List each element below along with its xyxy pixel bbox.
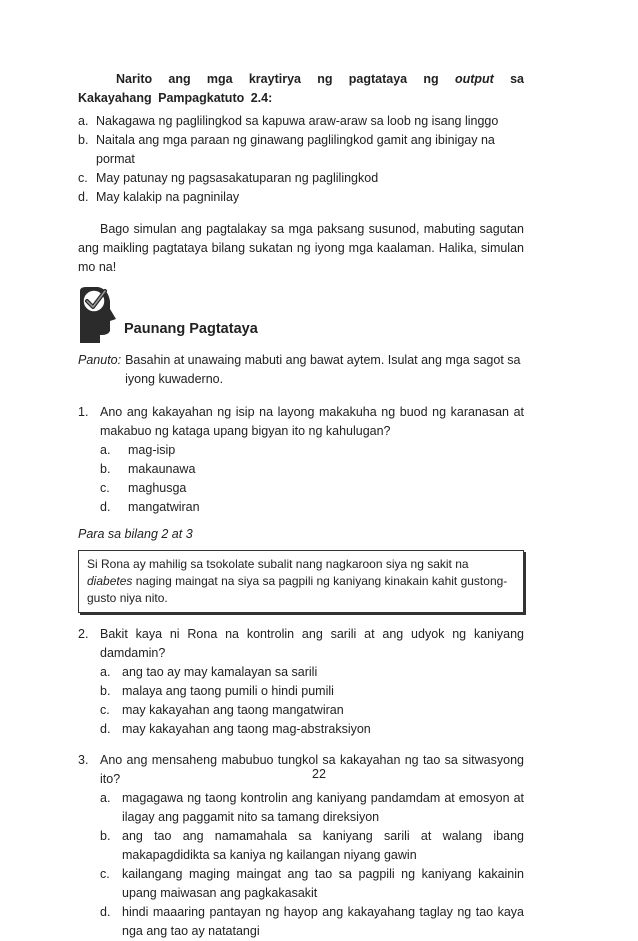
option-letter: b. bbox=[100, 829, 111, 843]
option-text: maghusga bbox=[128, 481, 187, 495]
options-list bbox=[100, 663, 524, 739]
criteria-letter: b. bbox=[78, 133, 89, 147]
page-number: 22 bbox=[312, 767, 326, 781]
para-label: Para sa bilang 2 at 3 bbox=[78, 527, 193, 541]
document-page bbox=[78, 70, 524, 941]
criteria-text: May kalakip na pagninilay bbox=[96, 190, 240, 204]
criteria-text: Naitala ang mga paraan ng ginawang paglilingkod gamit ang ibinigay na pormat bbox=[96, 133, 495, 166]
instructions bbox=[78, 351, 524, 389]
criteria-item bbox=[78, 112, 524, 131]
option-text: may kakayahan ang taong mangatwiran bbox=[122, 703, 344, 717]
option-text: makaunawa bbox=[128, 462, 196, 476]
option-item bbox=[100, 903, 524, 941]
option-item bbox=[100, 827, 524, 865]
option-letter: d. bbox=[100, 722, 111, 736]
criteria-list bbox=[78, 112, 524, 207]
option-item bbox=[100, 460, 524, 479]
criteria-item bbox=[78, 169, 524, 188]
scenario-text-1: Si Rona ay mahilig sa tsokolate subalit nang nagkaroon siya ng sakit na bbox=[87, 557, 469, 571]
intro-emphasis: output bbox=[454, 72, 494, 86]
criteria-text: May patunay ng pagsasakatuparan ng paglilingkod bbox=[96, 171, 379, 185]
option-item bbox=[100, 498, 524, 517]
option-letter: a. bbox=[100, 791, 111, 805]
checkmark-head-icon bbox=[78, 287, 118, 343]
question-stem: Ano ang mensaheng mabubuo tungkol sa kakayahan ng tao sa sitwasyong ito? bbox=[100, 753, 524, 786]
option-text: ang tao ay may kamalayan sa sarili bbox=[122, 665, 318, 679]
option-text: magagawa ng taong kontrolin ang kaniyang pandamdam at emosyon at ilagay ang paggamit nito sa tamang direksiyon bbox=[122, 791, 524, 824]
instructions-text: Basahin at unawaing mabuti ang bawat aytem. Isulat ang mga sagot sa iyong kuwaderno. bbox=[125, 353, 521, 386]
option-text: mangatwiran bbox=[128, 500, 200, 514]
question-stem: Bakit kaya ni Rona na kontrolin ang sarili at ang udyok ng kaniyang damdamin? bbox=[100, 627, 524, 660]
option-letter: c. bbox=[100, 481, 110, 495]
section-title: Paunang Pagtataya bbox=[124, 321, 258, 337]
section-header bbox=[78, 283, 524, 343]
criteria-item bbox=[78, 188, 524, 207]
option-letter: a. bbox=[100, 665, 111, 679]
option-item bbox=[100, 720, 524, 739]
option-item bbox=[100, 682, 524, 701]
option-text: may kakayahan ang taong mag-abstraksiyon bbox=[122, 722, 371, 736]
question-2 bbox=[78, 625, 524, 739]
option-item bbox=[100, 479, 524, 498]
question-number: 2. bbox=[78, 627, 89, 641]
options-list bbox=[100, 789, 524, 941]
question-1 bbox=[78, 403, 524, 517]
option-text: kailangang maging maingat ang tao sa pagpili ng kaniyang kakainin upang maiwasan ang pagkakasakit bbox=[122, 867, 524, 900]
bago-paragraph: Bago simulan ang pagtalakay sa mga paksang susunod, mabuting sagutan ang maikling pagtataya bilang sukatan ng iyong mga kaalaman. Halika, simulan mo na! bbox=[78, 222, 524, 274]
criteria-text: Nakagawa ng paglilingkod sa kapuwa araw-araw sa loob ng isang linggo bbox=[96, 114, 499, 128]
option-letter: b. bbox=[100, 684, 111, 698]
option-letter: a. bbox=[100, 443, 111, 457]
intro-text-1: Narito ang mga kraytirya ng pagtataya ng bbox=[116, 72, 455, 86]
option-item bbox=[100, 441, 524, 460]
criteria-letter: c. bbox=[78, 171, 88, 185]
scenario-box bbox=[78, 550, 524, 613]
question-stem: Ano ang kakayahan ng isip na layong makakuha ng buod ng karanasan at makabuo ng kataga upang bigyan ito ng kahulugan? bbox=[100, 405, 524, 438]
option-text: hindi maaaring pantayan ng hayop ang kakayahang taglay ng tao kaya nga ang tao ay natatangi bbox=[122, 905, 524, 938]
option-letter: c. bbox=[100, 867, 110, 881]
option-item bbox=[100, 789, 524, 827]
options-list bbox=[100, 441, 524, 517]
criteria-letter: a. bbox=[78, 114, 89, 128]
option-text: mag-isip bbox=[128, 443, 176, 457]
question-number: 3. bbox=[78, 753, 89, 767]
option-letter: d. bbox=[100, 500, 111, 514]
instructions-label: Panuto: bbox=[78, 353, 122, 367]
intro-text-2: sa Kakayahang Pampagkatuto 2.4: bbox=[78, 72, 524, 105]
option-letter: c. bbox=[100, 703, 110, 717]
option-text: malaya ang taong pumili o hindi pumili bbox=[122, 684, 334, 698]
question-number: 1. bbox=[78, 405, 89, 419]
option-item bbox=[100, 663, 524, 682]
criteria-item bbox=[78, 131, 524, 169]
option-letter: d. bbox=[100, 905, 111, 919]
option-letter: b. bbox=[100, 462, 111, 476]
scenario-emphasis: diabetes bbox=[87, 574, 133, 588]
option-item bbox=[100, 865, 524, 903]
intro-paragraph bbox=[78, 70, 524, 108]
option-item bbox=[100, 701, 524, 720]
scenario-text-2: naging maingat na siya sa pagpili ng kaniyang kinakain kahit gustong-gusto niya nito. bbox=[87, 574, 508, 605]
option-text: ang tao ang namamahala sa kaniyang sarili at walang ibang makapagdidikta sa kaniya ng kailangan niyang gawin bbox=[122, 829, 524, 862]
criteria-letter: d. bbox=[78, 190, 89, 204]
